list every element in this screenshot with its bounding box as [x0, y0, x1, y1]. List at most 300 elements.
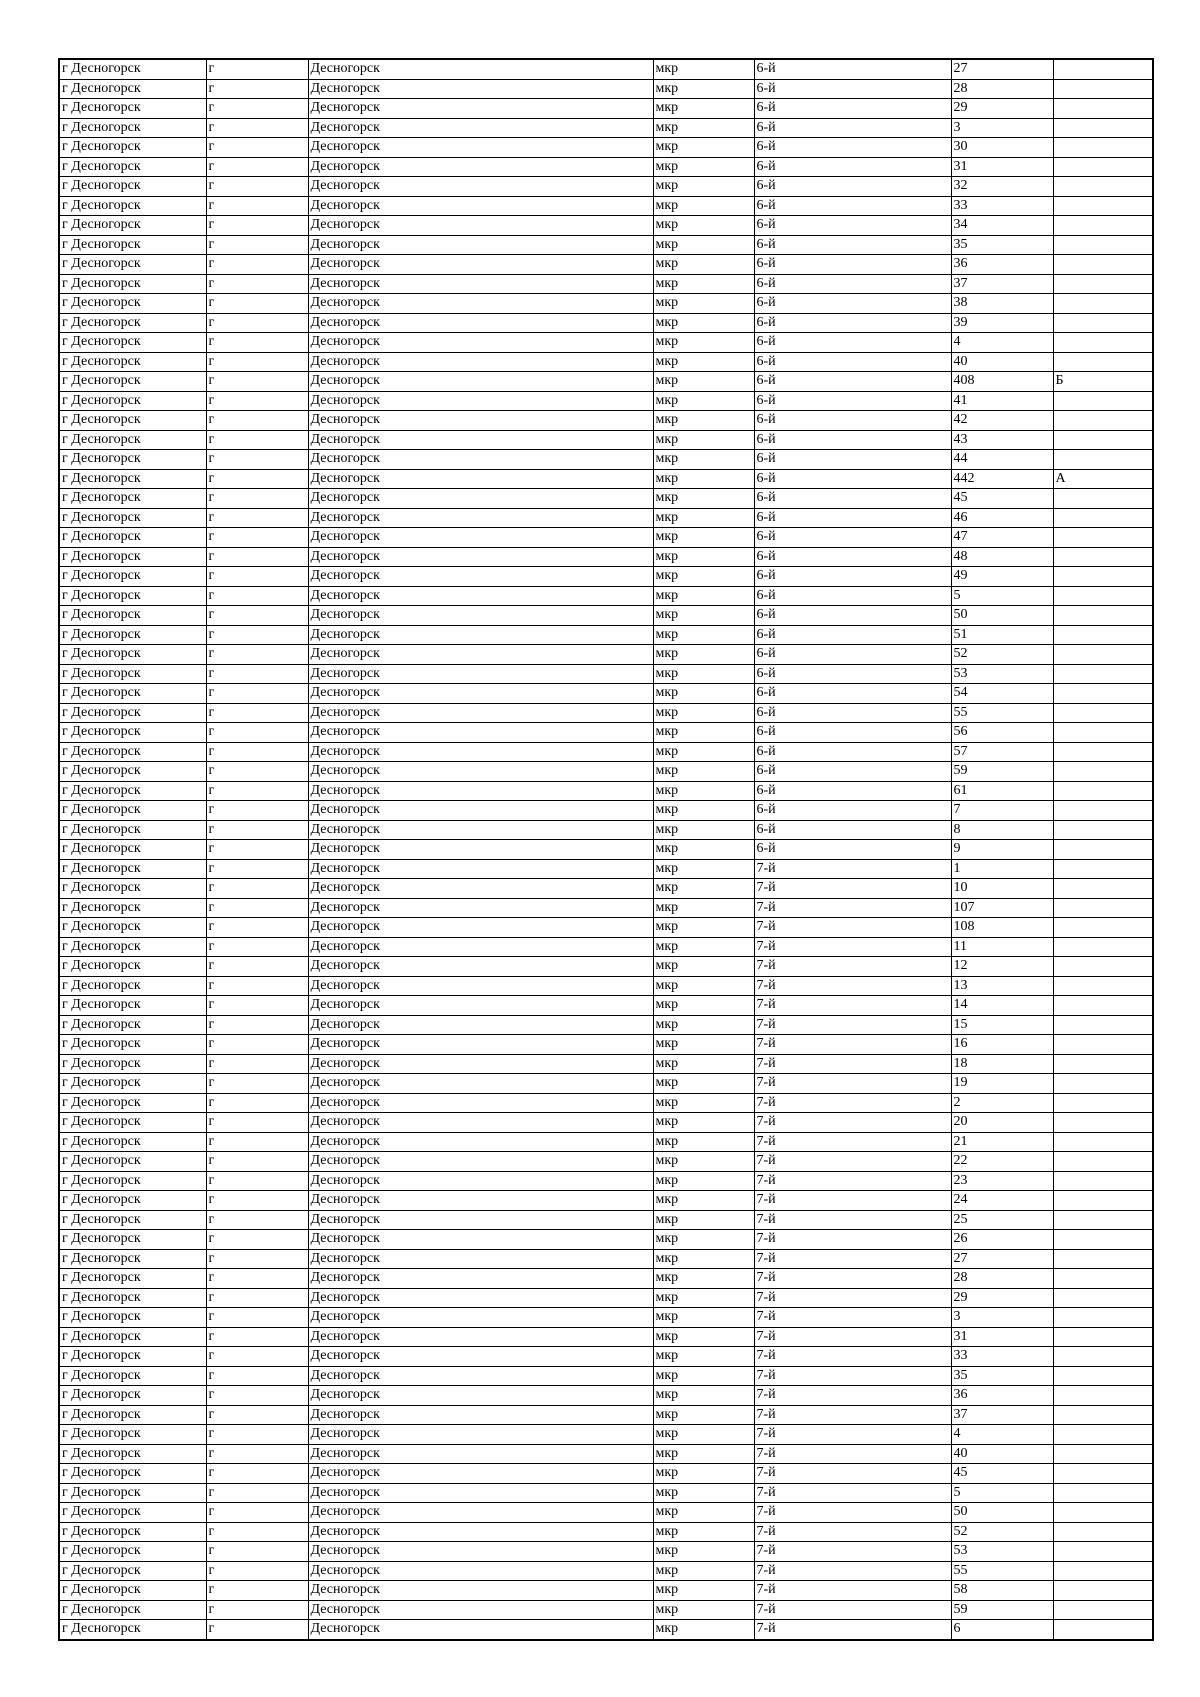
- street-name-cell: 6-й: [754, 801, 951, 821]
- locality-cell: г Десногорск: [59, 840, 206, 860]
- locality-type-cell: г: [206, 1483, 308, 1503]
- locality-cell: г Десногорск: [59, 1308, 206, 1328]
- locality-name-cell: Десногорск: [308, 1327, 653, 1347]
- street-type-cell: мкр: [653, 1171, 754, 1191]
- locality-type-cell: г: [206, 1210, 308, 1230]
- locality-cell: г Десногорск: [59, 138, 206, 158]
- locality-name-cell: Десногорск: [308, 1581, 653, 1601]
- table-row: [59, 664, 1153, 684]
- table-row: [59, 820, 1153, 840]
- street-type-cell: мкр: [653, 391, 754, 411]
- street-type-cell: мкр: [653, 430, 754, 450]
- locality-name-cell: Десногорск: [308, 1600, 653, 1620]
- locality-name-cell: Десногорск: [308, 547, 653, 567]
- locality-name-cell: Десногорск: [308, 1230, 653, 1250]
- locality-cell: г Десногорск: [59, 879, 206, 899]
- locality-type-cell: г: [206, 508, 308, 528]
- locality-name-cell: Десногорск: [308, 372, 653, 392]
- locality-name-cell: Десногорск: [308, 391, 653, 411]
- building-letter-cell: [1053, 1054, 1153, 1074]
- house-number-cell: 20: [951, 1113, 1053, 1133]
- street-type-cell: мкр: [653, 547, 754, 567]
- locality-type-cell: г: [206, 1425, 308, 1445]
- locality-cell: г Десногорск: [59, 411, 206, 431]
- table-row: [59, 586, 1153, 606]
- street-type-cell: мкр: [653, 294, 754, 314]
- locality-name-cell: Десногорск: [308, 216, 653, 236]
- house-number-cell: 34: [951, 216, 1053, 236]
- building-letter-cell: [1053, 411, 1153, 431]
- locality-type-cell: г: [206, 196, 308, 216]
- building-letter-cell: [1053, 1152, 1153, 1172]
- locality-type-cell: г: [206, 1386, 308, 1406]
- locality-name-cell: Десногорск: [308, 1405, 653, 1425]
- table-row: [59, 508, 1153, 528]
- address-table: [58, 58, 1154, 1641]
- building-letter-cell: [1053, 801, 1153, 821]
- street-type-cell: мкр: [653, 1620, 754, 1640]
- table-row: [59, 1191, 1153, 1211]
- street-name-cell: 6-й: [754, 586, 951, 606]
- locality-cell: г Десногорск: [59, 781, 206, 801]
- street-name-cell: 7-й: [754, 1425, 951, 1445]
- street-type-cell: мкр: [653, 1015, 754, 1035]
- table-row: [59, 1113, 1153, 1133]
- house-number-cell: 59: [951, 762, 1053, 782]
- locality-cell: г Десногорск: [59, 1600, 206, 1620]
- locality-cell: г Десногорск: [59, 918, 206, 938]
- street-name-cell: 7-й: [754, 1015, 951, 1035]
- street-name-cell: 7-й: [754, 1093, 951, 1113]
- locality-type-cell: г: [206, 391, 308, 411]
- locality-type-cell: г: [206, 801, 308, 821]
- building-letter-cell: [1053, 606, 1153, 626]
- street-type-cell: мкр: [653, 918, 754, 938]
- locality-type-cell: г: [206, 294, 308, 314]
- building-letter-cell: [1053, 762, 1153, 782]
- table-row: [59, 1035, 1153, 1055]
- table-row: [59, 742, 1153, 762]
- house-number-cell: 5: [951, 1483, 1053, 1503]
- locality-name-cell: Десногорск: [308, 235, 653, 255]
- building-letter-cell: [1053, 79, 1153, 99]
- building-letter-cell: [1053, 898, 1153, 918]
- locality-type-cell: г: [206, 625, 308, 645]
- building-letter-cell: [1053, 118, 1153, 138]
- building-letter-cell: [1053, 879, 1153, 899]
- house-number-cell: 107: [951, 898, 1053, 918]
- street-type-cell: мкр: [653, 1347, 754, 1367]
- street-name-cell: 6-й: [754, 762, 951, 782]
- locality-cell: г Десногорск: [59, 801, 206, 821]
- locality-cell: г Десногорск: [59, 1230, 206, 1250]
- building-letter-cell: [1053, 1366, 1153, 1386]
- locality-cell: г Десногорск: [59, 352, 206, 372]
- locality-name-cell: Десногорск: [308, 99, 653, 119]
- street-name-cell: 6-й: [754, 352, 951, 372]
- locality-cell: г Десногорск: [59, 742, 206, 762]
- street-type-cell: мкр: [653, 1522, 754, 1542]
- locality-type-cell: г: [206, 898, 308, 918]
- building-letter-cell: [1053, 1503, 1153, 1523]
- locality-type-cell: г: [206, 1308, 308, 1328]
- locality-cell: г Десногорск: [59, 255, 206, 275]
- locality-cell: г Десногорск: [59, 976, 206, 996]
- locality-cell: г Десногорск: [59, 1522, 206, 1542]
- house-number-cell: 38: [951, 294, 1053, 314]
- street-type-cell: мкр: [653, 996, 754, 1016]
- street-name-cell: 6-й: [754, 372, 951, 392]
- table-row: [59, 177, 1153, 197]
- locality-cell: г Десногорск: [59, 489, 206, 509]
- house-number-cell: 45: [951, 489, 1053, 509]
- table-row: [59, 1327, 1153, 1347]
- locality-cell: г Десногорск: [59, 1191, 206, 1211]
- house-number-cell: 11: [951, 937, 1053, 957]
- locality-cell: г Десногорск: [59, 625, 206, 645]
- locality-cell: г Десногорск: [59, 450, 206, 470]
- table-row: [59, 1132, 1153, 1152]
- locality-cell: г Десногорск: [59, 1132, 206, 1152]
- house-number-cell: 27: [951, 1249, 1053, 1269]
- table-row: [59, 469, 1153, 489]
- building-letter-cell: [1053, 313, 1153, 333]
- street-type-cell: мкр: [653, 1503, 754, 1523]
- street-name-cell: 6-й: [754, 547, 951, 567]
- street-name-cell: 6-й: [754, 99, 951, 119]
- locality-cell: г Десногорск: [59, 294, 206, 314]
- building-letter-cell: [1053, 567, 1153, 587]
- locality-name-cell: Десногорск: [308, 1191, 653, 1211]
- locality-cell: г Десногорск: [59, 1386, 206, 1406]
- locality-name-cell: Десногорск: [308, 1054, 653, 1074]
- table-row: [59, 255, 1153, 275]
- street-type-cell: мкр: [653, 1581, 754, 1601]
- locality-type-cell: г: [206, 1191, 308, 1211]
- street-name-cell: 7-й: [754, 1191, 951, 1211]
- house-number-cell: 39: [951, 313, 1053, 333]
- street-type-cell: мкр: [653, 528, 754, 548]
- locality-type-cell: г: [206, 138, 308, 158]
- street-type-cell: мкр: [653, 1405, 754, 1425]
- locality-name-cell: Десногорск: [308, 996, 653, 1016]
- house-number-cell: 3: [951, 118, 1053, 138]
- table-row: [59, 1171, 1153, 1191]
- locality-type-cell: г: [206, 1269, 308, 1289]
- street-type-cell: мкр: [653, 177, 754, 197]
- locality-cell: г Десногорск: [59, 547, 206, 567]
- locality-cell: г Десногорск: [59, 1269, 206, 1289]
- table-row: [59, 703, 1153, 723]
- locality-cell: г Десногорск: [59, 1074, 206, 1094]
- table-row: [59, 723, 1153, 743]
- table-row: [59, 216, 1153, 236]
- house-number-cell: 14: [951, 996, 1053, 1016]
- building-letter-cell: [1053, 59, 1153, 79]
- street-name-cell: 7-й: [754, 1210, 951, 1230]
- locality-type-cell: г: [206, 157, 308, 177]
- building-letter-cell: [1053, 1522, 1153, 1542]
- locality-type-cell: г: [206, 333, 308, 353]
- locality-type-cell: г: [206, 352, 308, 372]
- locality-name-cell: Десногорск: [308, 528, 653, 548]
- street-name-cell: 6-й: [754, 118, 951, 138]
- locality-name-cell: Десногорск: [308, 820, 653, 840]
- locality-type-cell: г: [206, 274, 308, 294]
- table-row: [59, 157, 1153, 177]
- locality-cell: г Десногорск: [59, 1347, 206, 1367]
- street-name-cell: 7-й: [754, 1386, 951, 1406]
- table-row: [59, 976, 1153, 996]
- street-name-cell: 7-й: [754, 1561, 951, 1581]
- street-type-cell: мкр: [653, 1152, 754, 1172]
- locality-type-cell: г: [206, 450, 308, 470]
- locality-cell: г Десногорск: [59, 1366, 206, 1386]
- street-name-cell: 7-й: [754, 1249, 951, 1269]
- locality-name-cell: Десногорск: [308, 762, 653, 782]
- locality-name-cell: Десногорск: [308, 742, 653, 762]
- street-name-cell: 7-й: [754, 898, 951, 918]
- street-name-cell: 7-й: [754, 1522, 951, 1542]
- building-letter-cell: [1053, 333, 1153, 353]
- street-name-cell: 6-й: [754, 391, 951, 411]
- locality-type-cell: г: [206, 937, 308, 957]
- locality-cell: г Десногорск: [59, 1581, 206, 1601]
- locality-name-cell: Десногорск: [308, 59, 653, 79]
- locality-cell: г Десногорск: [59, 430, 206, 450]
- locality-type-cell: г: [206, 1093, 308, 1113]
- street-name-cell: 7-й: [754, 1327, 951, 1347]
- locality-cell: г Десногорск: [59, 469, 206, 489]
- house-number-cell: 52: [951, 645, 1053, 665]
- locality-type-cell: г: [206, 1444, 308, 1464]
- building-letter-cell: А: [1053, 469, 1153, 489]
- table-row: [59, 1522, 1153, 1542]
- street-name-cell: 7-й: [754, 1366, 951, 1386]
- locality-cell: г Десногорск: [59, 1327, 206, 1347]
- building-letter-cell: [1053, 1483, 1153, 1503]
- street-type-cell: мкр: [653, 450, 754, 470]
- building-letter-cell: [1053, 1191, 1153, 1211]
- locality-type-cell: г: [206, 1113, 308, 1133]
- locality-name-cell: Десногорск: [308, 333, 653, 353]
- locality-name-cell: Десногорск: [308, 450, 653, 470]
- house-number-cell: 9: [951, 840, 1053, 860]
- street-type-cell: мкр: [653, 489, 754, 509]
- locality-type-cell: г: [206, 781, 308, 801]
- house-number-cell: 61: [951, 781, 1053, 801]
- street-type-cell: мкр: [653, 1366, 754, 1386]
- locality-name-cell: Десногорск: [308, 196, 653, 216]
- table-row: [59, 1503, 1153, 1523]
- street-type-cell: мкр: [653, 411, 754, 431]
- building-letter-cell: [1053, 937, 1153, 957]
- locality-type-cell: г: [206, 840, 308, 860]
- street-name-cell: 6-й: [754, 196, 951, 216]
- street-name-cell: 7-й: [754, 1483, 951, 1503]
- street-name-cell: 6-й: [754, 606, 951, 626]
- building-letter-cell: [1053, 450, 1153, 470]
- house-number-cell: 18: [951, 1054, 1053, 1074]
- house-number-cell: 49: [951, 567, 1053, 587]
- street-type-cell: мкр: [653, 937, 754, 957]
- street-name-cell: 6-й: [754, 157, 951, 177]
- locality-cell: г Десногорск: [59, 1171, 206, 1191]
- locality-cell: г Десногорск: [59, 1054, 206, 1074]
- street-type-cell: мкр: [653, 879, 754, 899]
- locality-name-cell: Десногорск: [308, 586, 653, 606]
- building-letter-cell: [1053, 1093, 1153, 1113]
- house-number-cell: 47: [951, 528, 1053, 548]
- house-number-cell: 3: [951, 1308, 1053, 1328]
- table-row: [59, 957, 1153, 977]
- house-number-cell: 8: [951, 820, 1053, 840]
- street-type-cell: мкр: [653, 1054, 754, 1074]
- locality-cell: г Десногорск: [59, 567, 206, 587]
- street-name-cell: 6-й: [754, 625, 951, 645]
- table-row: [59, 1249, 1153, 1269]
- street-name-cell: 6-й: [754, 684, 951, 704]
- street-name-cell: 7-й: [754, 937, 951, 957]
- building-letter-cell: [1053, 586, 1153, 606]
- street-type-cell: мкр: [653, 957, 754, 977]
- street-type-cell: мкр: [653, 79, 754, 99]
- building-letter-cell: [1053, 1074, 1153, 1094]
- street-name-cell: 6-й: [754, 274, 951, 294]
- locality-name-cell: Десногорск: [308, 118, 653, 138]
- street-name-cell: 7-й: [754, 1444, 951, 1464]
- house-number-cell: 53: [951, 664, 1053, 684]
- house-number-cell: 26: [951, 1230, 1053, 1250]
- house-number-cell: 32: [951, 177, 1053, 197]
- house-number-cell: 29: [951, 1288, 1053, 1308]
- building-letter-cell: [1053, 820, 1153, 840]
- street-name-cell: 7-й: [754, 1035, 951, 1055]
- street-name-cell: 6-й: [754, 742, 951, 762]
- locality-type-cell: г: [206, 859, 308, 879]
- street-name-cell: 7-й: [754, 1171, 951, 1191]
- house-number-cell: 50: [951, 606, 1053, 626]
- locality-type-cell: г: [206, 1503, 308, 1523]
- locality-name-cell: Десногорск: [308, 1132, 653, 1152]
- building-letter-cell: [1053, 352, 1153, 372]
- table-row: [59, 352, 1153, 372]
- table-row: [59, 1288, 1153, 1308]
- house-number-cell: 16: [951, 1035, 1053, 1055]
- locality-type-cell: г: [206, 957, 308, 977]
- house-number-cell: 57: [951, 742, 1053, 762]
- house-number-cell: 41: [951, 391, 1053, 411]
- locality-name-cell: Десногорск: [308, 1152, 653, 1172]
- house-number-cell: 33: [951, 196, 1053, 216]
- locality-name-cell: Десногорск: [308, 976, 653, 996]
- locality-cell: г Десногорск: [59, 372, 206, 392]
- locality-cell: г Десногорск: [59, 937, 206, 957]
- house-number-cell: 52: [951, 1522, 1053, 1542]
- locality-name-cell: Десногорск: [308, 1308, 653, 1328]
- locality-type-cell: г: [206, 567, 308, 587]
- house-number-cell: 50: [951, 1503, 1053, 1523]
- street-type-cell: мкр: [653, 606, 754, 626]
- street-type-cell: мкр: [653, 255, 754, 275]
- street-name-cell: 6-й: [754, 528, 951, 548]
- locality-cell: г Десногорск: [59, 820, 206, 840]
- house-number-cell: 58: [951, 1581, 1053, 1601]
- building-letter-cell: [1053, 1269, 1153, 1289]
- house-number-cell: 10: [951, 879, 1053, 899]
- table-row: [59, 859, 1153, 879]
- locality-name-cell: Десногорск: [308, 859, 653, 879]
- street-name-cell: 6-й: [754, 411, 951, 431]
- building-letter-cell: Б: [1053, 372, 1153, 392]
- locality-type-cell: г: [206, 118, 308, 138]
- locality-name-cell: Десногорск: [308, 177, 653, 197]
- locality-cell: г Десногорск: [59, 664, 206, 684]
- locality-type-cell: г: [206, 1581, 308, 1601]
- locality-type-cell: г: [206, 1366, 308, 1386]
- street-name-cell: 6-й: [754, 489, 951, 509]
- table-row: [59, 333, 1153, 353]
- building-letter-cell: [1053, 138, 1153, 158]
- locality-cell: г Десногорск: [59, 1542, 206, 1562]
- building-letter-cell: [1053, 274, 1153, 294]
- address-sheet: [58, 58, 1154, 1641]
- street-name-cell: 7-й: [754, 1464, 951, 1484]
- locality-cell: г Десногорск: [59, 1503, 206, 1523]
- house-number-cell: 22: [951, 1152, 1053, 1172]
- house-number-cell: 43: [951, 430, 1053, 450]
- building-letter-cell: [1053, 957, 1153, 977]
- street-name-cell: 7-й: [754, 1308, 951, 1328]
- table-row: [59, 1581, 1153, 1601]
- building-letter-cell: [1053, 196, 1153, 216]
- locality-cell: г Десногорск: [59, 723, 206, 743]
- locality-type-cell: г: [206, 1542, 308, 1562]
- locality-type-cell: г: [206, 976, 308, 996]
- locality-cell: г Десногорск: [59, 606, 206, 626]
- locality-type-cell: г: [206, 1288, 308, 1308]
- locality-name-cell: Десногорск: [308, 313, 653, 333]
- table-row: [59, 1483, 1153, 1503]
- street-name-cell: 6-й: [754, 294, 951, 314]
- street-type-cell: мкр: [653, 1483, 754, 1503]
- locality-name-cell: Десногорск: [308, 1249, 653, 1269]
- table-row: [59, 1210, 1153, 1230]
- house-number-cell: 1: [951, 859, 1053, 879]
- table-row: [59, 1308, 1153, 1328]
- locality-cell: г Десногорск: [59, 333, 206, 353]
- street-name-cell: 7-й: [754, 1074, 951, 1094]
- street-type-cell: мкр: [653, 1210, 754, 1230]
- house-number-cell: 59: [951, 1600, 1053, 1620]
- street-name-cell: 7-й: [754, 1581, 951, 1601]
- house-number-cell: 45: [951, 1464, 1053, 1484]
- locality-type-cell: г: [206, 1249, 308, 1269]
- locality-cell: г Десногорск: [59, 1620, 206, 1640]
- building-letter-cell: [1053, 1542, 1153, 1562]
- locality-type-cell: г: [206, 1230, 308, 1250]
- locality-name-cell: Десногорск: [308, 138, 653, 158]
- building-letter-cell: [1053, 1561, 1153, 1581]
- building-letter-cell: [1053, 489, 1153, 509]
- locality-cell: г Десногорск: [59, 1210, 206, 1230]
- table-row: [59, 1074, 1153, 1094]
- locality-name-cell: Десногорск: [308, 274, 653, 294]
- locality-type-cell: г: [206, 703, 308, 723]
- table-row: [59, 489, 1153, 509]
- locality-type-cell: г: [206, 606, 308, 626]
- street-name-cell: 6-й: [754, 177, 951, 197]
